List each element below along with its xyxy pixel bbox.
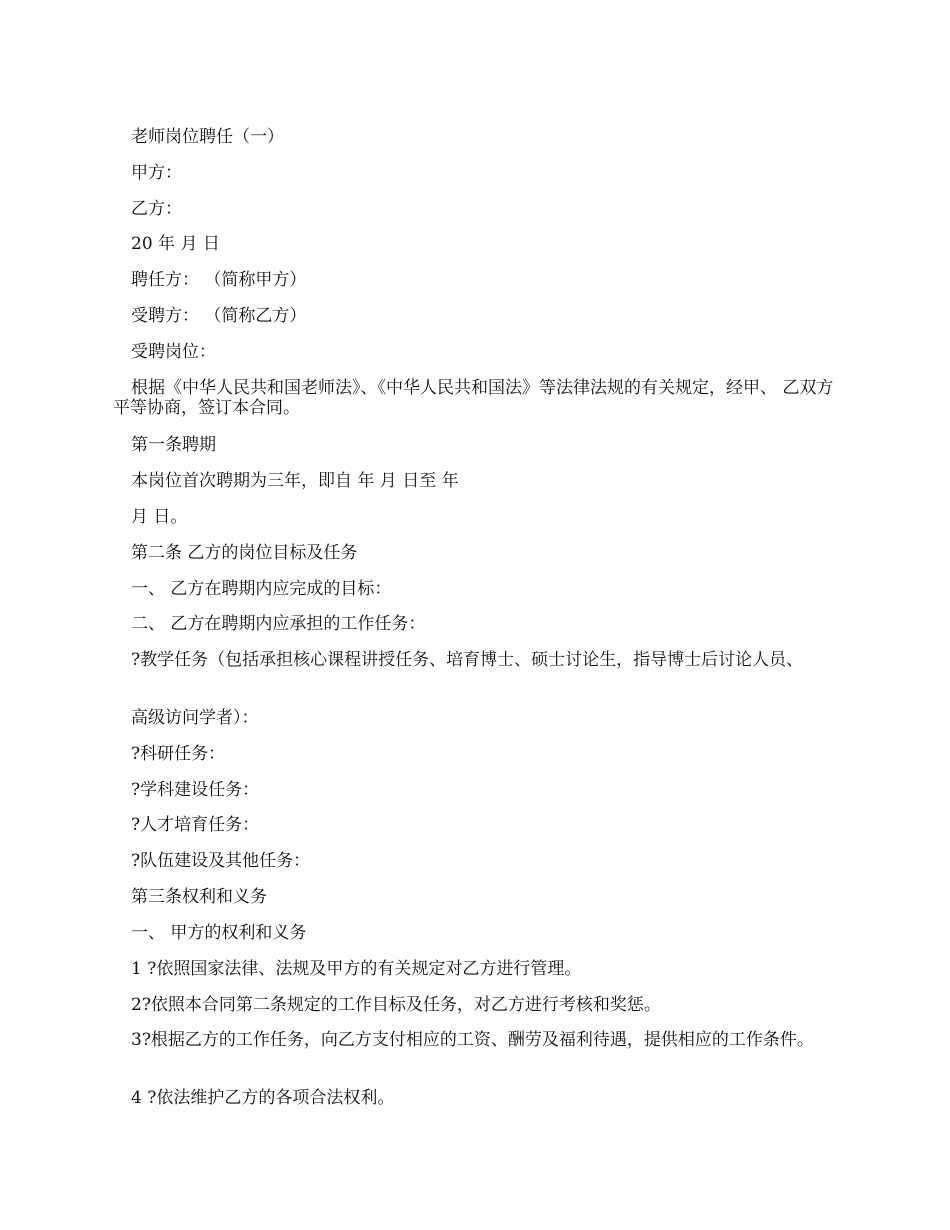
employee-line: 受聘方： （简称乙方） <box>131 306 307 326</box>
article2-title: 第二条 乙方的岗位目标及任务 <box>131 543 358 563</box>
preamble-paragraph: 根据《中华人民共和国老师法》、《中华人民共和国法》等法律法规的有关规定，经甲、 乙双方平等协商，签订本合同。 <box>113 378 834 418</box>
task-team: ?队伍建设及其他任务： <box>131 851 311 871</box>
article2-item1: 一、 乙方在聘期内应完成的目标： <box>131 579 392 599</box>
article1-text-cont: 月 日。 <box>131 507 188 527</box>
task-discipline: ?学科建设任务： <box>131 780 260 800</box>
party-b-line: 乙方： <box>131 199 182 219</box>
date-line: 20 年 月 日 <box>131 234 220 254</box>
article1-title: 第一条聘期 <box>131 435 216 455</box>
right-item-2: 2?依照本合同第二条规定的工作目标及任务，对乙方进行考核和奖惩。 <box>131 995 661 1015</box>
party-a-line: 甲方： <box>131 163 182 183</box>
task-teaching-cont: 高级访问学者）： <box>131 708 259 728</box>
right-item-1: 1 ?依照国家法律、法规及甲方的有关规定对乙方进行管理。 <box>131 959 582 979</box>
right-item-3: 3?根据乙方的工作任务，向乙方支付相应的工资、酬劳及福利待遇，提供相应的工作条件。 <box>131 1030 814 1050</box>
position-line: 受聘岗位： <box>131 342 216 362</box>
article2-item2: 二、 乙方在聘期内应承担的工作任务： <box>131 614 426 634</box>
article3-title: 第三条权利和义务 <box>131 887 267 907</box>
document-title: 老师岗位聘任（一） <box>131 127 284 147</box>
task-talent: ?人才培育任务： <box>131 815 260 835</box>
task-teaching: ?教学任务（包括承担核心课程讲授任务、培育博士、硕士讨论生，指导博士后讨论人员、 <box>131 650 804 670</box>
task-research: ?科研任务： <box>131 744 226 764</box>
article3-item1: 一、 甲方的权利和义务 <box>131 923 307 943</box>
employer-line: 聘任方： （简称甲方） <box>131 270 307 290</box>
right-item-4: 4 ?依法维护乙方的各项合法权利。 <box>131 1088 395 1108</box>
article1-text: 本岗位首次聘期为三年，即自 年 月 日至 年 <box>131 471 459 491</box>
